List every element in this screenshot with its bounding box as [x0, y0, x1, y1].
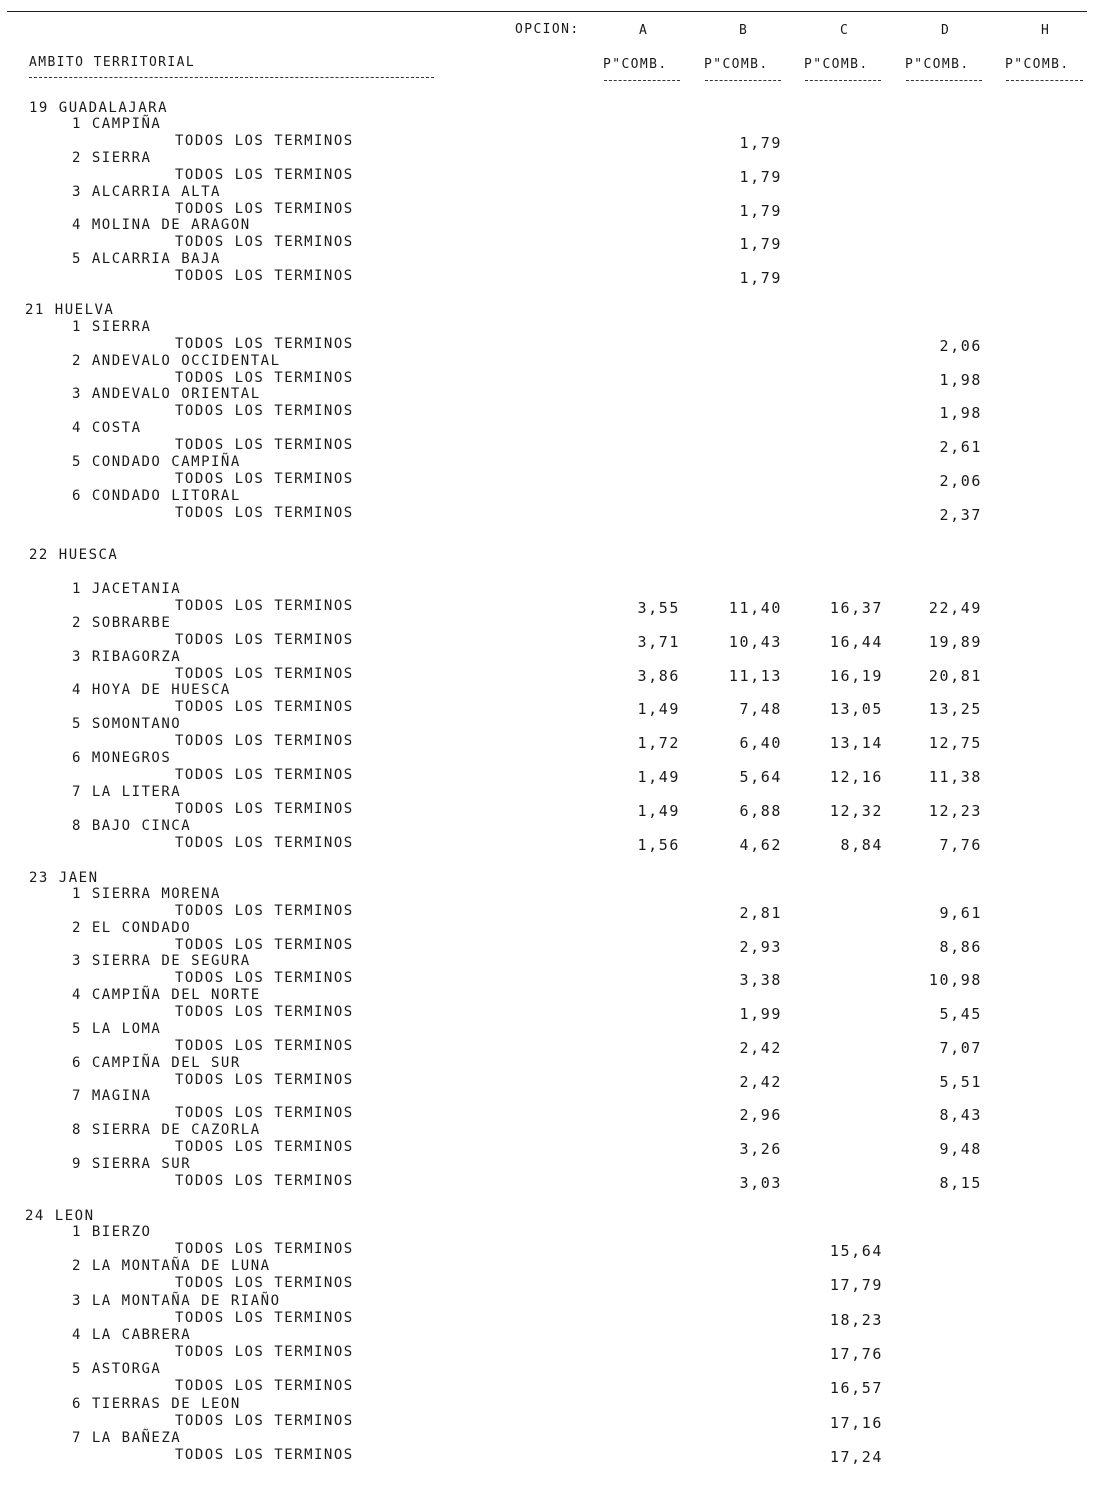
comarca-name: 1 CAMPIÑA — [72, 116, 162, 132]
comarca-name: 4 CAMPIÑA DEL NORTE — [72, 987, 261, 1003]
value-cell-a: 3,71 — [637, 633, 680, 651]
value-cell-b: 2,42 — [739, 1073, 782, 1091]
row-label: TODOS LOS TERMINOS — [175, 1038, 354, 1054]
column-letter-h: H — [1041, 23, 1051, 38]
value-cell-d: 5,51 — [939, 1073, 982, 1091]
value-cell-d: 2,06 — [939, 337, 982, 355]
value-cell-c: 17,79 — [829, 1276, 883, 1294]
value-cell-b: 1,79 — [739, 235, 782, 253]
comarca-name: 5 LA LOMA — [72, 1021, 162, 1037]
column-sub-a: P"COMB. — [603, 57, 668, 72]
row-label: TODOS LOS TERMINOS — [175, 471, 354, 487]
row-label: TODOS LOS TERMINOS — [175, 403, 354, 419]
value-cell-b: 4,62 — [739, 836, 782, 854]
column-sub-b: P"COMB. — [704, 57, 769, 72]
value-cell-b: 1,79 — [739, 168, 782, 186]
value-cell-d: 8,86 — [939, 938, 982, 956]
value-cell-d: 8,15 — [939, 1174, 982, 1192]
value-cell-c: 13,05 — [829, 700, 883, 718]
value-cell-d: 2,06 — [939, 472, 982, 490]
value-cell-a: 1,56 — [637, 836, 680, 854]
value-cell-b: 3,38 — [739, 971, 782, 989]
row-label: TODOS LOS TERMINOS — [175, 1447, 354, 1463]
ambito-underline — [29, 77, 434, 78]
row-label: TODOS LOS TERMINOS — [175, 1241, 354, 1257]
row-label: TODOS LOS TERMINOS — [175, 598, 354, 614]
comarca-name: 2 EL CONDADO — [72, 920, 192, 936]
comarca-name: 2 SIERRA — [72, 150, 152, 166]
value-cell-c: 12,32 — [829, 802, 883, 820]
comarca-name: 4 HOYA DE HUESCA — [72, 682, 231, 698]
value-cell-c: 16,44 — [829, 633, 883, 651]
row-label: TODOS LOS TERMINOS — [175, 336, 354, 352]
row-label: TODOS LOS TERMINOS — [175, 733, 354, 749]
province-heading: 24 LEON — [25, 1208, 95, 1224]
value-cell-a: 1,49 — [637, 802, 680, 820]
value-cell-d: 7,07 — [939, 1039, 982, 1057]
value-cell-b: 10,43 — [728, 633, 782, 651]
comarca-name: 3 SIERRA DE SEGURA — [72, 953, 251, 969]
value-cell-c: 16,19 — [829, 667, 883, 685]
value-cell-b: 2,93 — [739, 938, 782, 956]
comarca-name: 7 LA BAÑEZA — [72, 1430, 182, 1446]
row-label: TODOS LOS TERMINOS — [175, 437, 354, 453]
comarca-name: 5 ALCARRIA BAJA — [72, 251, 221, 267]
column-underline-b — [705, 80, 781, 81]
row-label: TODOS LOS TERMINOS — [175, 801, 354, 817]
value-cell-b: 2,81 — [739, 904, 782, 922]
comarca-name: 3 LA MONTAÑA DE RIAÑO — [72, 1293, 281, 1309]
comarca-name: 6 CAMPIÑA DEL SUR — [72, 1055, 241, 1071]
comarca-name: 3 ANDEVALO ORIENTAL — [72, 386, 261, 402]
value-cell-d: 13,25 — [928, 700, 982, 718]
row-label: TODOS LOS TERMINOS — [175, 234, 354, 250]
comarca-name: 6 TIERRAS DE LEON — [72, 1396, 241, 1412]
row-label: TODOS LOS TERMINOS — [175, 1139, 354, 1155]
comarca-name: 1 JACETANIA — [72, 581, 182, 597]
top-rule — [7, 11, 1087, 12]
comarca-name: 2 ANDEVALO OCCIDENTAL — [72, 353, 281, 369]
comarca-name: 6 MONEGROS — [72, 750, 172, 766]
value-cell-d: 19,89 — [928, 633, 982, 651]
row-label: TODOS LOS TERMINOS — [175, 632, 354, 648]
value-cell-b: 6,40 — [739, 734, 782, 752]
value-cell-d: 20,81 — [928, 667, 982, 685]
value-cell-c: 17,16 — [829, 1414, 883, 1432]
value-cell-b: 1,79 — [739, 202, 782, 220]
row-label: TODOS LOS TERMINOS — [175, 937, 354, 953]
comarca-name: 7 MAGINA — [72, 1088, 152, 1104]
column-letter-c: C — [840, 23, 850, 38]
comarca-name: 4 LA CABRERA — [72, 1327, 192, 1343]
row-label: TODOS LOS TERMINOS — [175, 835, 354, 851]
value-cell-d: 10,98 — [928, 971, 982, 989]
value-cell-d: 5,45 — [939, 1005, 982, 1023]
row-label: TODOS LOS TERMINOS — [175, 903, 354, 919]
row-label: TODOS LOS TERMINOS — [175, 1173, 354, 1189]
value-cell-c: 13,14 — [829, 734, 883, 752]
row-label: TODOS LOS TERMINOS — [175, 699, 354, 715]
value-cell-b: 3,26 — [739, 1140, 782, 1158]
value-cell-d: 11,38 — [928, 768, 982, 786]
value-cell-d: 1,98 — [939, 371, 982, 389]
comarca-name: 7 LA LITERA — [72, 784, 182, 800]
value-cell-b: 6,88 — [739, 802, 782, 820]
value-cell-d: 8,43 — [939, 1106, 982, 1124]
row-label: TODOS LOS TERMINOS — [175, 1072, 354, 1088]
comarca-name: 4 COSTA — [72, 420, 142, 436]
province-heading: 22 HUESCA — [29, 547, 119, 563]
province-heading: 23 JAEN — [29, 870, 99, 886]
comarca-name: 9 SIERRA SUR — [72, 1156, 192, 1172]
value-cell-c: 17,76 — [829, 1345, 883, 1363]
value-cell-d: 12,75 — [928, 734, 982, 752]
comarca-name: 5 SOMONTANO — [72, 716, 182, 732]
comarca-name: 8 BAJO CINCA — [72, 818, 192, 834]
comarca-name: 1 SIERRA — [72, 319, 152, 335]
value-cell-d: 9,61 — [939, 904, 982, 922]
value-cell-b: 3,03 — [739, 1174, 782, 1192]
row-label: TODOS LOS TERMINOS — [175, 1004, 354, 1020]
comarca-name: 4 MOLINA DE ARAGON — [72, 217, 251, 233]
value-cell-b: 2,96 — [739, 1106, 782, 1124]
value-cell-d: 2,61 — [939, 438, 982, 456]
column-underline-h — [1006, 80, 1083, 81]
comarca-name: 3 ALCARRIA ALTA — [72, 184, 221, 200]
column-sub-h: P"COMB. — [1005, 57, 1070, 72]
comarca-name: 1 BIERZO — [72, 1224, 152, 1240]
comarca-name: 2 LA MONTAÑA DE LUNA — [72, 1258, 271, 1274]
column-underline-d — [906, 80, 982, 81]
value-cell-d: 22,49 — [928, 599, 982, 617]
value-cell-b: 2,42 — [739, 1039, 782, 1057]
province-heading: 19 GUADALAJARA — [29, 100, 169, 116]
ambito-territorial-label: AMBITO TERRITORIAL — [29, 55, 196, 70]
value-cell-b: 5,64 — [739, 768, 782, 786]
value-cell-d: 9,48 — [939, 1140, 982, 1158]
column-underline-c — [805, 80, 881, 81]
province-heading: 21 HUELVA — [25, 302, 115, 318]
row-label: TODOS LOS TERMINOS — [175, 666, 354, 682]
row-label: TODOS LOS TERMINOS — [175, 1105, 354, 1121]
column-sub-d: P"COMB. — [905, 57, 970, 72]
value-cell-b: 1,79 — [739, 134, 782, 152]
row-label: TODOS LOS TERMINOS — [175, 201, 354, 217]
value-cell-b: 7,48 — [739, 700, 782, 718]
row-label: TODOS LOS TERMINOS — [175, 505, 354, 521]
value-cell-c: 12,16 — [829, 768, 883, 786]
value-cell-c: 18,23 — [829, 1311, 883, 1329]
value-cell-b: 1,79 — [739, 269, 782, 287]
comarca-name: 3 RIBAGORZA — [72, 649, 182, 665]
value-cell-c: 15,64 — [829, 1242, 883, 1260]
row-label: TODOS LOS TERMINOS — [175, 370, 354, 386]
comarca-name: 6 CONDADO LITORAL — [72, 488, 241, 504]
comarca-name: 5 ASTORGA — [72, 1361, 162, 1377]
value-cell-c: 16,57 — [829, 1379, 883, 1397]
column-letter-a: A — [639, 23, 649, 38]
row-label: TODOS LOS TERMINOS — [175, 167, 354, 183]
row-label: TODOS LOS TERMINOS — [175, 268, 354, 284]
value-cell-c: 8,84 — [840, 836, 883, 854]
value-cell-d: 2,37 — [939, 506, 982, 524]
value-cell-a: 3,86 — [637, 667, 680, 685]
comarca-name: 8 SIERRA DE CAZORLA — [72, 1122, 261, 1138]
row-label: TODOS LOS TERMINOS — [175, 1378, 354, 1394]
value-cell-d: 12,23 — [928, 802, 982, 820]
comarca-name: 1 SIERRA MORENA — [72, 886, 221, 902]
row-label: TODOS LOS TERMINOS — [175, 767, 354, 783]
column-letter-d: D — [941, 23, 951, 38]
value-cell-a: 1,72 — [637, 734, 680, 752]
column-underline-a — [604, 80, 680, 81]
value-cell-a: 1,49 — [637, 768, 680, 786]
row-label: TODOS LOS TERMINOS — [175, 970, 354, 986]
value-cell-d: 7,76 — [939, 836, 982, 854]
row-label: TODOS LOS TERMINOS — [175, 133, 354, 149]
column-letter-b: B — [739, 23, 749, 38]
value-cell-a: 1,49 — [637, 700, 680, 718]
column-sub-c: P"COMB. — [804, 57, 869, 72]
value-cell-a: 3,55 — [637, 599, 680, 617]
comarca-name: 2 SOBRARBE — [72, 615, 172, 631]
value-cell-d: 1,98 — [939, 404, 982, 422]
row-label: TODOS LOS TERMINOS — [175, 1413, 354, 1429]
value-cell-b: 1,99 — [739, 1005, 782, 1023]
value-cell-b: 11,40 — [728, 599, 782, 617]
value-cell-c: 17,24 — [829, 1448, 883, 1466]
value-cell-b: 11,13 — [728, 667, 782, 685]
value-cell-c: 16,37 — [829, 599, 883, 617]
row-label: TODOS LOS TERMINOS — [175, 1344, 354, 1360]
row-label: TODOS LOS TERMINOS — [175, 1310, 354, 1326]
option-label: OPCION: — [515, 22, 580, 37]
comarca-name: 5 CONDADO CAMPIÑA — [72, 454, 241, 470]
row-label: TODOS LOS TERMINOS — [175, 1275, 354, 1291]
